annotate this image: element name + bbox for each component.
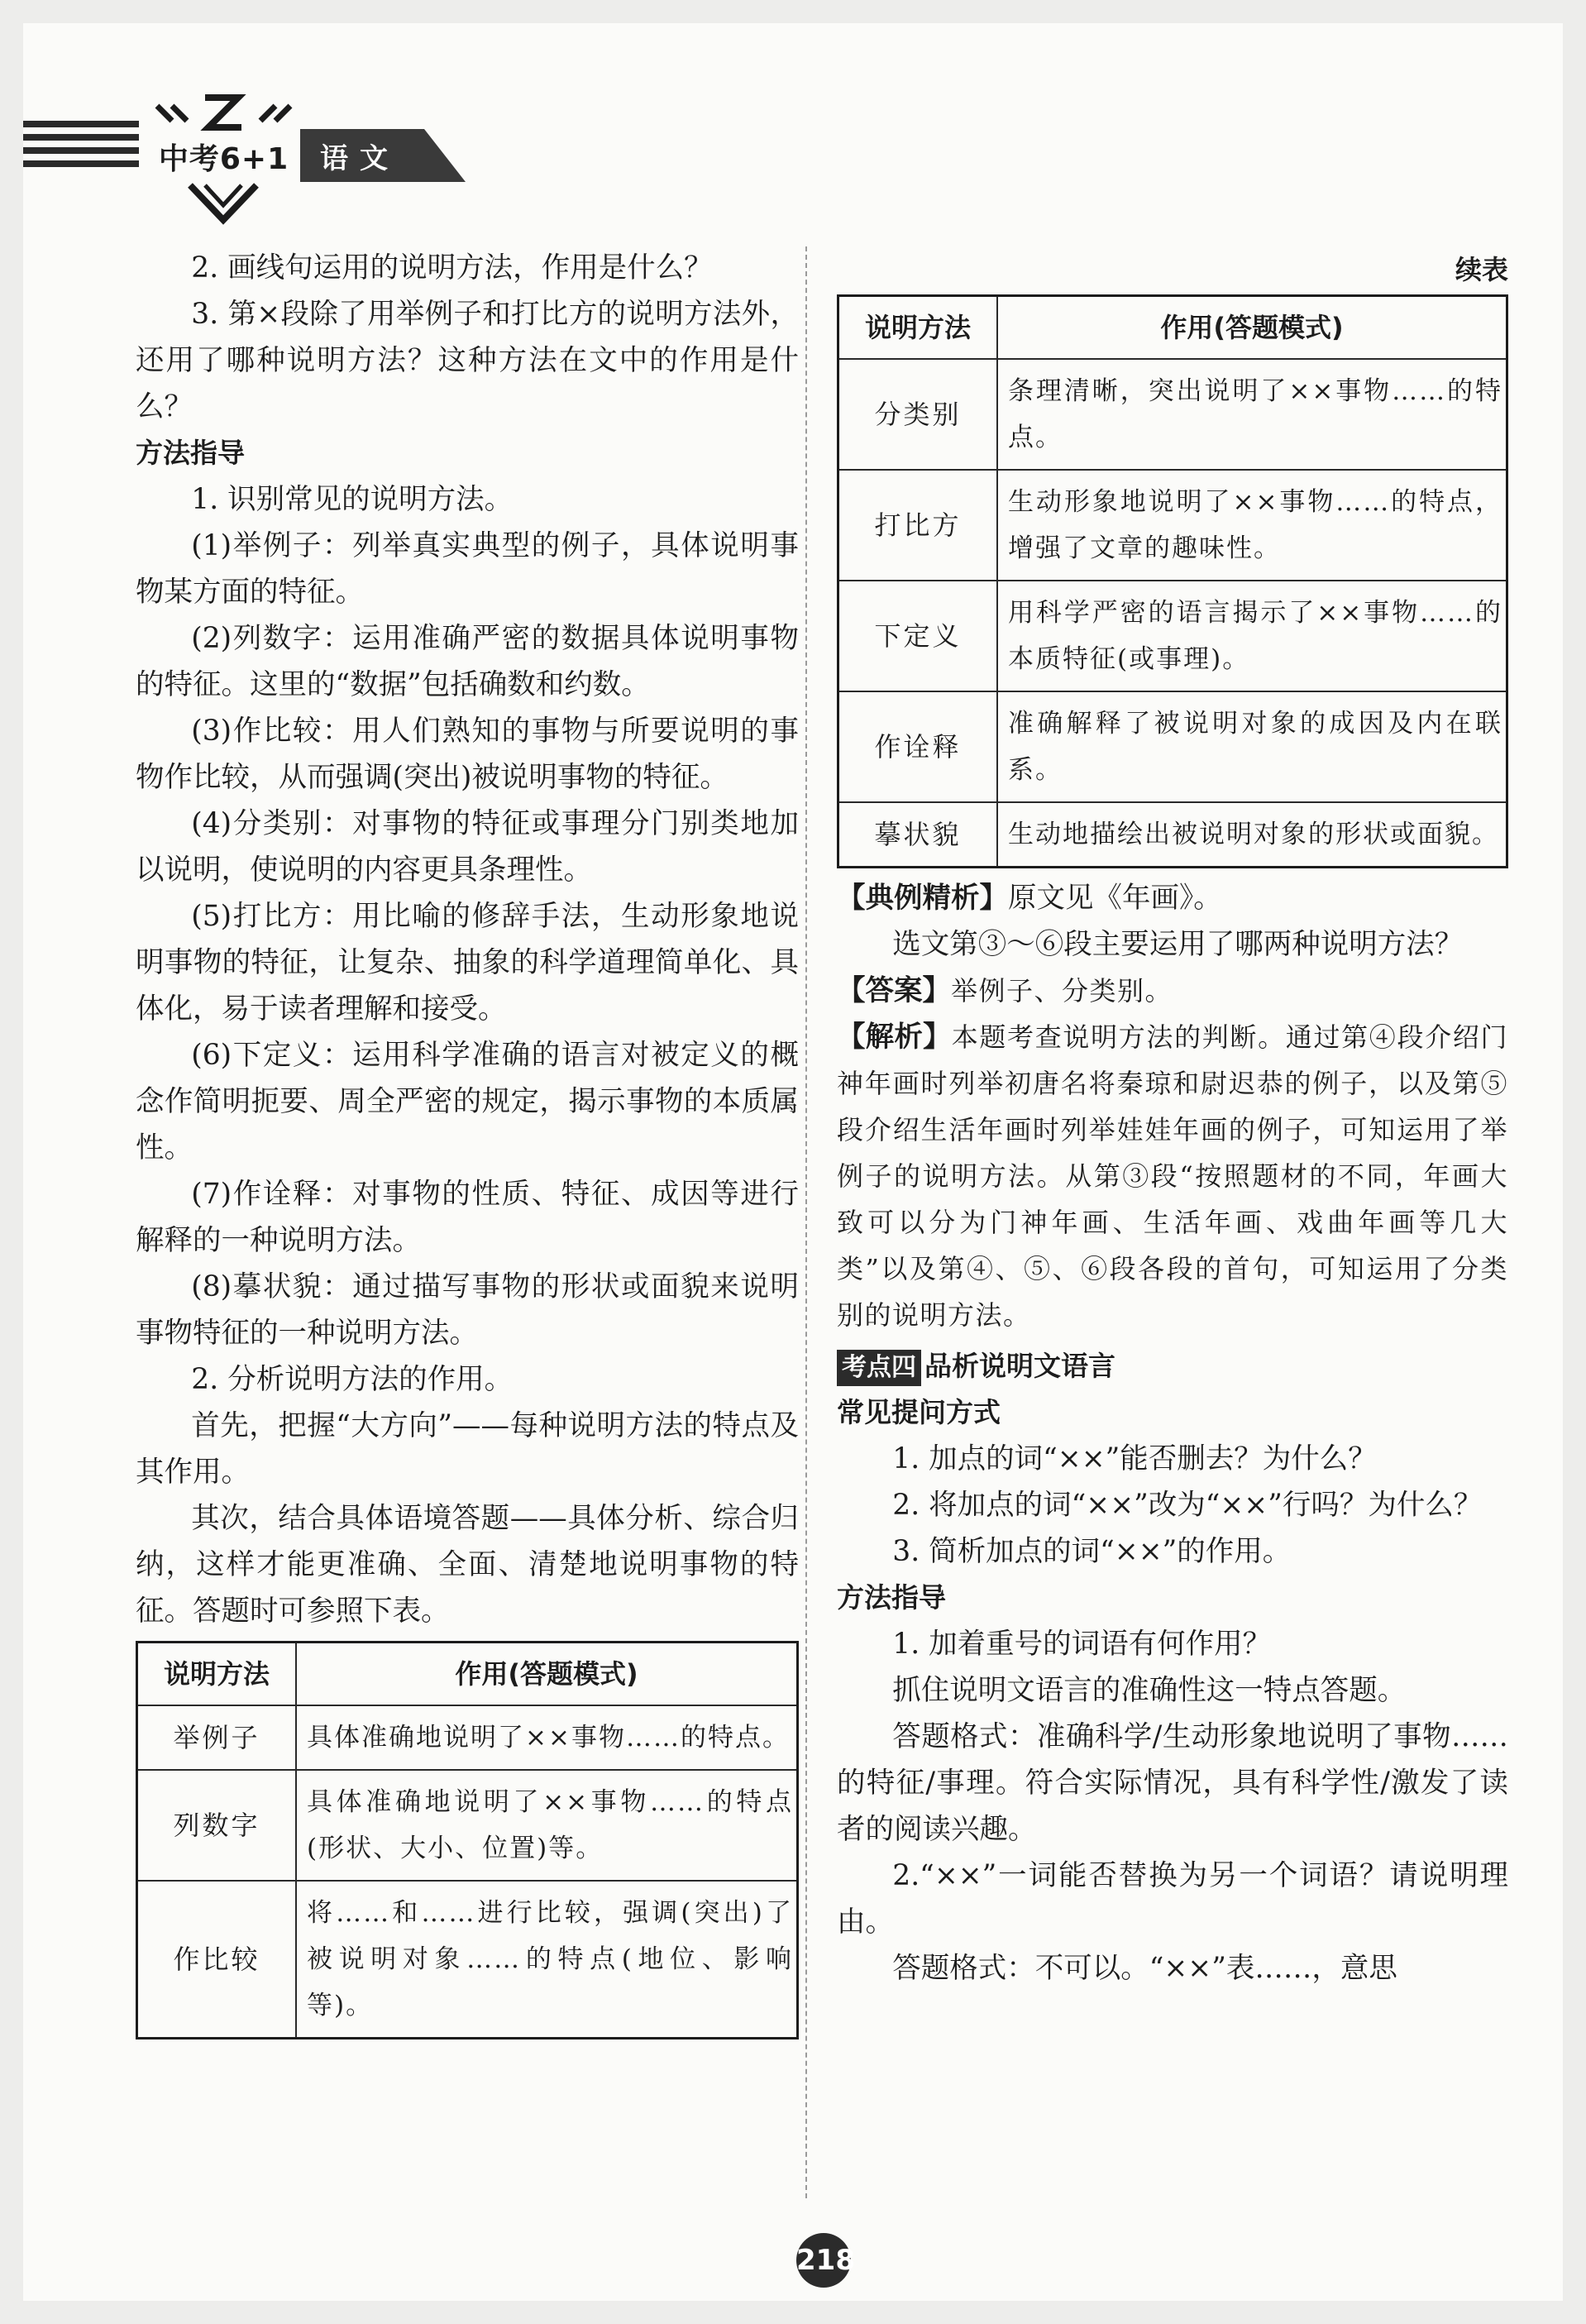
table-effect-cell: 将……和……进行比较，强调(突出)了被说明对象……的特点(地位、影响等)。 [296, 1881, 798, 2039]
method-item: (8)摹状貌：通过描写事物的形状或面貌来说明事物特征的一种说明方法。 [136, 1270, 799, 1350]
question-2: 2. 画线句运用的说明方法，作用是什么？ [191, 251, 713, 285]
table-header-cell: 说明方法 [137, 1643, 297, 1706]
ask-heading: 常见提问方式 [837, 1396, 1001, 1428]
subject-banner [300, 129, 466, 182]
guide-paragraph: 答题格式：准确科学/生动形象地说明了事物……的特征/事理。符合实际情况，具有科学性/激发了读者的阅读兴趣。 [837, 1720, 1508, 1846]
table-effect-cell: 用科学严密的语言揭示了××事物……的本质特征(或事理)。 [997, 581, 1507, 691]
table-header-row [137, 1643, 798, 1706]
ask-item: 3. 简析加点的词“××”的作用。 [892, 1535, 1292, 1568]
table-header-cell: 说明方法 [838, 296, 998, 360]
ask-item: 2. 将加点的词“××”改为“××”行吗？为什么？ [892, 1489, 1483, 1522]
example-label: 【典例精析】 [837, 882, 1008, 915]
page-number: 218 [796, 2233, 851, 2288]
analysis-text: 本题考查说明方法的判断。通过第④段介绍门神年画时列举初唐名将秦琼和尉迟恭的例子，以及第⑤段介绍生活年画时列举娃娃年画的例子，可知运用了举例子的说明方法。从第③段“按照题材的不同，年画大致可以分为门神年画、生活年画、戏曲年画等几大类”以及第④、⑤、⑥段各段的首句，可知运用了分类别的说明方法。 [837, 1021, 1508, 1331]
ask-item: 1. 加点的词“××”能否删去？为什么？ [892, 1442, 1377, 1475]
key-point-tag: 考点四 [837, 1350, 921, 1386]
table-effect-cell: 生动地描绘出被说明对象的形状或面貌。 [997, 802, 1507, 868]
key-point-heading [837, 1343, 1508, 1389]
series-logo [139, 88, 308, 237]
table-header-cell: 作用(答题模式) [296, 1643, 798, 1706]
table-row [838, 359, 1507, 470]
guide-point-2: 2. 分析说明方法的作用。 [191, 1363, 514, 1396]
methods-table-continued [837, 294, 1508, 868]
table-row [137, 1705, 798, 1770]
table-method-cell: 下定义 [838, 581, 998, 691]
table-method-cell: 摹状貌 [838, 802, 998, 868]
guide-point-1: 1. 识别常见的说明方法。 [191, 483, 514, 516]
guide-paragraph: 其次，结合具体语境答题——具体分析、综合归纳，这样才能更准确、全面、清楚地说明事物的特征。答题时可参照下表。 [136, 1502, 799, 1628]
column-divider [805, 246, 807, 2198]
continued-label: 续表 [1455, 254, 1508, 285]
analysis-label: 【解析】 [837, 1021, 952, 1054]
table-row [838, 691, 1507, 802]
answer-text: 举例子、分类别。 [951, 975, 1173, 1007]
logo-text: 中考6+1 [158, 142, 289, 176]
table-effect-cell: 生动形象地说明了××事物……的特点，增强了文章的趣味性。 [997, 470, 1507, 581]
guide-point-1: 1. 加着重号的词语有何作用？ [892, 1628, 1272, 1661]
method-item: (4)分类别：对事物的特征或事理分门别类地加以说明，使说明的内容更具条理性。 [136, 807, 799, 887]
table-method-cell: 作比较 [137, 1881, 297, 2039]
example-block [837, 875, 1508, 921]
guide-paragraph: 首先，把握“大方向”——每种说明方法的特点及其作用。 [136, 1409, 799, 1489]
answer-block [837, 968, 1508, 1014]
method-guide-heading: 方法指导 [837, 1581, 946, 1614]
method-item: (1)举例子：列举真实典型的例子，具体说明事物某方面的特征。 [136, 529, 799, 609]
method-item: (7)作诠释：对事物的性质、特征、成因等进行解释的一种说明方法。 [136, 1178, 799, 1257]
guide-paragraph: 抓住说明文语言的准确性这一特点答题。 [892, 1674, 1407, 1707]
table-effect-cell: 具体准确地说明了××事物……的特点(形状、大小、位置)等。 [296, 1770, 798, 1881]
table-row [137, 1881, 798, 2039]
methods-table [136, 1641, 799, 2039]
table-row [838, 581, 1507, 691]
table-method-cell: 打比方 [838, 470, 998, 581]
table-method-cell: 列数字 [137, 1770, 297, 1881]
example-question: 选文第③～⑥段主要运用了哪两种说明方法？ [892, 928, 1464, 961]
subject-label: 语文 [320, 142, 399, 175]
method-item: (6)下定义：运用科学准确的语言对被定义的概念作简明扼要、周全严密的规定，揭示事物的本质属性。 [136, 1039, 799, 1164]
right-column [837, 245, 1508, 1992]
table-row [838, 802, 1507, 868]
analysis-block [837, 1014, 1508, 1338]
table-header-row [838, 296, 1507, 360]
question-3: 3. 第×段除了用举例子和打比方的说明方法外，还用了哪种说明方法？这种方法在文中的作用是什么？ [136, 298, 799, 423]
table-method-cell: 作诠释 [838, 691, 998, 802]
page [23, 23, 1563, 2301]
table-method-cell: 举例子 [137, 1705, 297, 1770]
left-column [136, 245, 799, 2046]
table-row [137, 1770, 798, 1881]
example-source: 原文见《年画》。 [1008, 882, 1222, 915]
table-header-cell: 作用(答题模式) [997, 296, 1507, 360]
method-item: (3)作比较：用人们熟知的事物与所要说明的事物作比较，从而强调(突出)被说明事物的特征。 [136, 715, 799, 794]
table-effect-cell: 具体准确地说明了××事物……的特点。 [296, 1705, 798, 1770]
table-method-cell: 分类别 [838, 359, 998, 470]
answer-label: 【答案】 [837, 974, 951, 1007]
table-effect-cell: 条理清晰，突出说明了××事物……的特点。 [997, 359, 1507, 470]
guide-paragraph: 答题格式：不可以。“××”表……，意思 [892, 1952, 1397, 1985]
method-item: (2)列数字：运用准确严密的数据具体说明事物的特征。这里的“数据”包括确数和约数。 [136, 622, 799, 701]
table-effect-cell: 准确解释了被说明对象的成因及内在联系。 [997, 691, 1507, 802]
table-row [838, 470, 1507, 581]
header-stripes [23, 121, 139, 184]
key-point-title: 品析说明文语言 [924, 1350, 1115, 1382]
guide-point-2: 2.“××”一词能否替换为另一个词语？请说明理由。 [837, 1859, 1508, 1939]
method-guide-heading: 方法指导 [136, 437, 245, 469]
method-item: (5)打比方：用比喻的修辞手法，生动形象地说明事物的特征，让复杂、抽象的科学道理简单化、具体化，易于读者理解和接受。 [136, 900, 799, 1026]
